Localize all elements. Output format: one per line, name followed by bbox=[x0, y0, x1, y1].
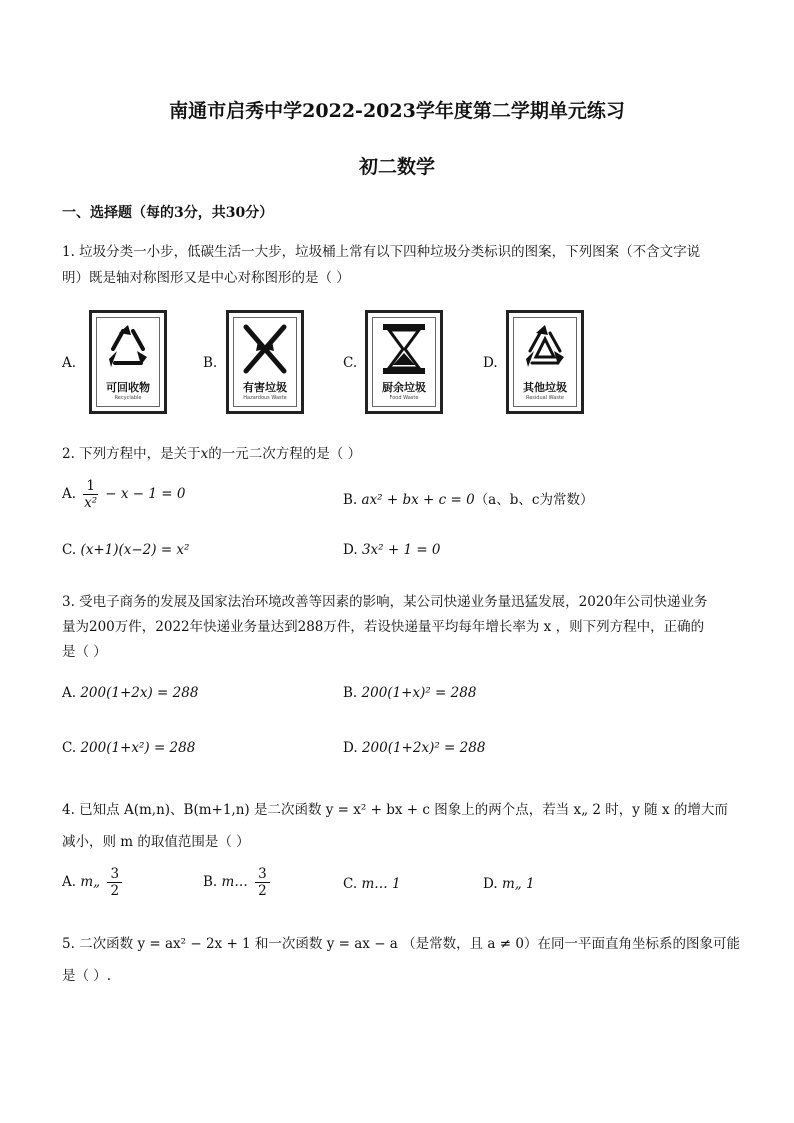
q2-option-a-fraction: $\frac{1}{\text{x²}}$ bbox=[84, 478, 98, 511]
q2-option-c[interactable]: C. (x+1)(x−2) = x² bbox=[62, 542, 190, 558]
page-subtitle: 初二数学 bbox=[358, 156, 435, 178]
q2-option-a[interactable]: A. $\frac{1}{\text{x²}}$ − x − 1 = 0 bbox=[62, 478, 186, 511]
q3-option-a[interactable]: A. 200(1+2x) = 288 bbox=[62, 685, 199, 701]
q2-option-d[interactable]: D. 3x² + 1 = 0 bbox=[343, 542, 441, 558]
q1-option-b-subcaption: Hazardous Waste bbox=[243, 395, 287, 401]
q1-option-d-caption: 其他垃圾 bbox=[523, 381, 567, 394]
q5-stem-line1: 5. 二次函数 y = ax² − 2x + 1 和一次函数 y = ax − a （是常数，且 a ≠ 0）在同一平面直角坐标系的图象可能 bbox=[62, 936, 740, 952]
q1-option-d-sign[interactable] bbox=[506, 310, 584, 414]
q4-option-b[interactable]: B. m… $\frac{3}{2}$ bbox=[203, 866, 273, 899]
q3-option-b[interactable]: B. 200(1+x)² = 288 bbox=[343, 685, 477, 701]
page-title: 南通市启秀中学2022-2023学年度第二学期单元练习 bbox=[169, 100, 625, 122]
q4-stem-line2: 减小，则 m 的取值范围是（ ） bbox=[62, 834, 250, 850]
q2-option-b[interactable]: B. ax² + bx + c = 0（a、b、c为常数） bbox=[343, 492, 594, 508]
q1-option-c-label: C. bbox=[343, 355, 358, 371]
q1-stem-line2: 明）既是轴对称图形又是中心对称图形的是（ ） bbox=[62, 270, 350, 286]
q5-stem-line2: 是（ ）. bbox=[62, 968, 112, 984]
section-heading: 一、选择题（每的3分，共30分） bbox=[62, 205, 274, 221]
hazardous-icon bbox=[238, 321, 292, 377]
q1-option-b-caption: 有害垃圾 bbox=[243, 381, 287, 394]
q4-option-c[interactable]: C. m… 1 bbox=[343, 876, 401, 892]
q3-option-d[interactable]: D. 200(1+2x)² = 288 bbox=[343, 740, 486, 756]
q3-option-c[interactable]: C. 200(1+x²) = 288 bbox=[62, 740, 196, 756]
q2-variable: x bbox=[200, 446, 209, 462]
q3-stem-line3: 是（ ） bbox=[62, 644, 107, 660]
q1-option-a-caption: 可回收物 bbox=[106, 381, 150, 394]
q4-option-d[interactable]: D. m„ 1 bbox=[483, 876, 535, 892]
hourglass-icon bbox=[377, 321, 431, 377]
q4-option-a[interactable]: A. m„ $\frac{3}{2}$ bbox=[62, 866, 125, 899]
recycle-icon bbox=[518, 321, 572, 377]
q1-stem-line1: 1. 垃圾分类一小步，低碳生活一大步，垃圾桶上常有以下四种垃圾分类标识的图案，下列图案（不含文字说 bbox=[62, 244, 701, 260]
q1-option-a-subcaption: Recyclable bbox=[114, 395, 142, 401]
recycle-icon bbox=[101, 321, 155, 377]
q2-stem: 2. 下列方程中，是关于x的一元二次方程的是（ ） bbox=[62, 446, 362, 462]
q1-option-d-subcaption: Residual Waste bbox=[525, 395, 565, 401]
q3-stem-line2: 量为200万件，2022年快递业务量达到288万件，若设快递量平均每年增长率为 x ，则下列方程中，正确的 bbox=[62, 619, 705, 635]
q1-option-c-caption: 厨余垃圾 bbox=[382, 381, 426, 394]
q1-option-d-label: D. bbox=[483, 355, 498, 371]
q1-option-b-label: B. bbox=[203, 355, 218, 371]
q4-stem-line1: 4. 已知点 A(m,n)、B(m+1,n) 是二次函数 y = x² + bx + c 图象上的两个点，若当 x„ 2 时，y 随 x 的增大而 bbox=[62, 802, 728, 818]
q1-option-c-subcaption: Food Waste bbox=[389, 395, 419, 401]
q1-option-a-label: A. bbox=[62, 355, 77, 371]
q1-option-b-sign[interactable] bbox=[226, 310, 304, 414]
q1-option-a-sign[interactable] bbox=[89, 310, 167, 414]
q3-stem-line1: 3. 受电子商务的发展及国家法治环境改善等因素的影响，某公司快递业务量迅猛发展，2020年公司快递业务 bbox=[62, 594, 708, 610]
q1-option-c-sign[interactable] bbox=[365, 310, 443, 414]
